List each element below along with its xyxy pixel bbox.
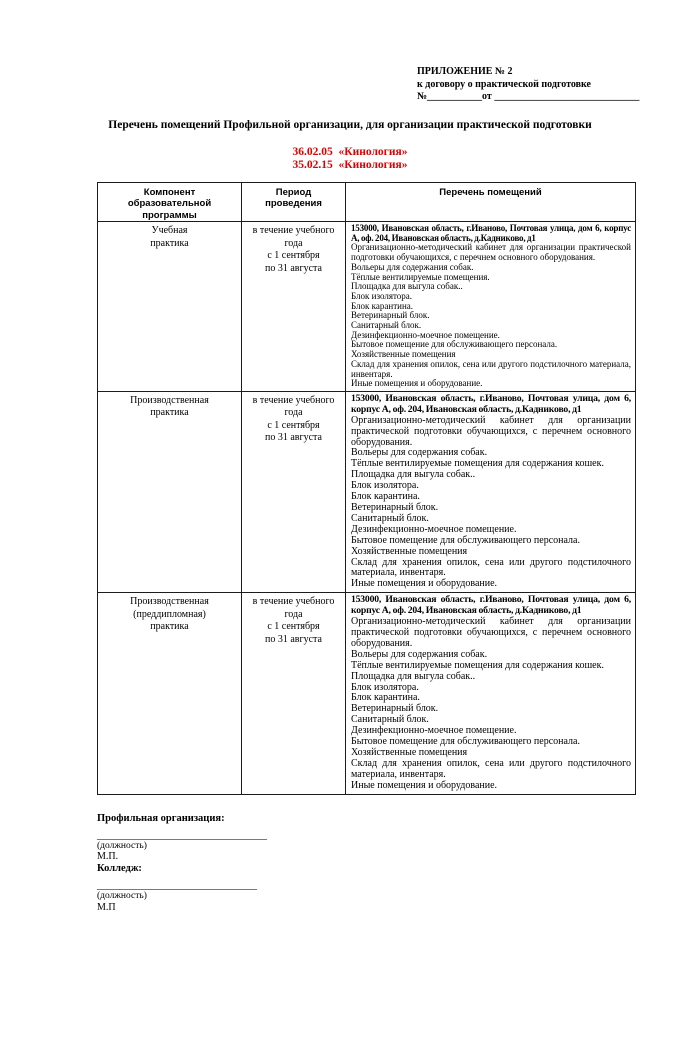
premises-item: Блок карантина. (351, 491, 420, 503)
premises-item: Дезинфекционно-моечное помещение. (351, 329, 500, 340)
header-component: Компонент образовательной программы (98, 182, 242, 222)
appendix-number-line: №___________от _____________________________ (417, 91, 640, 102)
college-position-label: (должность) (97, 891, 147, 902)
table-row (98, 222, 636, 392)
period-line: по 31 августа (265, 432, 322, 444)
premises-item: Санитарный блок. (351, 320, 422, 331)
premises-item: Блок изолятора. (351, 480, 419, 492)
premises-item: Бытовое помещение для обслуживающего персонала. (351, 339, 558, 350)
period-cell (242, 222, 346, 392)
premises-item: Склад для хранения опилок, сена или другого подстилочного материала, инвентаря. (351, 556, 631, 579)
premises-table (97, 182, 636, 795)
premises-item: Хозяйственные помещения (351, 545, 468, 557)
college-label: Колледж: (97, 863, 142, 875)
program-codes (0, 146, 700, 172)
premises-item: Ветеринарный блок. (351, 310, 430, 321)
premises-item: Блок карантина. (351, 300, 414, 311)
premises-cell (346, 222, 636, 392)
premises-item: Вольеры для содержания собак. (351, 447, 488, 459)
appendix-block (417, 66, 680, 104)
premises-address: 153000, Ивановская область, г.Иваново, Почтовая улица, дом 6, корпус А, оф. 204, Ивановская область, д.Кадниково, д1 (351, 594, 631, 617)
component-line: практика (150, 407, 189, 419)
component-cell (98, 593, 242, 794)
premises-cell (346, 593, 636, 794)
premises-item: Площадка для выгула собак.. (351, 281, 463, 292)
header-period: Период проведения (242, 182, 346, 222)
period-line: в течение учебного года (252, 225, 335, 249)
premises-item: Блок изолятора. (351, 290, 413, 301)
premises-item: Санитарный блок. (351, 512, 429, 524)
profile-org-signature-line: __________________________________ (97, 829, 267, 841)
premises-item: Тёплые вентилируемые помещения для содержания кошек. (351, 659, 604, 671)
table-row (98, 593, 636, 794)
premises-item: Хозяйственные помещения (351, 349, 456, 360)
premises-item: Площадка для выгула собак.. (351, 670, 476, 682)
profile-org-seal-label: М.П. (97, 851, 119, 863)
premises-item: Тёплые вентилируемые помещения для содержания кошек. (351, 458, 604, 470)
premises-item: Иные помещения и оборудование. (351, 578, 498, 590)
component-cell (98, 391, 242, 592)
program-code-1: 36.02.05 «Кинология» (292, 145, 408, 158)
premises-cell (346, 391, 636, 592)
premises-item: Ветеринарный блок. (351, 703, 439, 715)
component-line: практика (150, 237, 189, 249)
premises-item: Организационно-методический кабинет для организации практической подготовки обучающихся, с перечнем основного оборудования. (351, 242, 631, 263)
table-header-row (98, 182, 636, 222)
period-cell (242, 391, 346, 592)
period-line: в течение учебного года (252, 596, 335, 620)
premises-item: Тёплые вентилируемые помещения. (351, 271, 490, 282)
premises-item: Блок карантина. (351, 692, 420, 704)
period-line: по 31 августа (265, 262, 322, 274)
premises-item: Организационно-методический кабинет для организации практической подготовки обучающихся, с перечнем основного оборудования. (351, 616, 631, 649)
table-row (98, 391, 636, 592)
document-page (0, 66, 700, 1056)
profile-org-position-label: (должность) (97, 840, 147, 851)
premises-item: Санитарный блок. (351, 714, 429, 726)
premises-item: Площадка для выгула собак.. (351, 469, 476, 481)
component-line: (преддипломная) (133, 608, 206, 620)
premises-item: Иные помещения и оборудование. (351, 779, 498, 791)
component-cell (98, 222, 242, 392)
period-cell (242, 593, 346, 794)
period-line: в течение учебного года (252, 394, 335, 419)
premises-item: Бытовое помещение для обслуживающего персонала. (351, 534, 580, 546)
profile-org-label: Профильная организация: (97, 812, 225, 824)
header-premises: Перечень помещений (346, 182, 636, 222)
premises-item: Ветеринарный блок. (351, 502, 439, 514)
premises-item: Организационно-методический кабинет для организации практической подготовки обучающихся, с перечнем основного оборудования. (351, 414, 631, 448)
premises-item: Склад для хранения опилок, сена или другого подстилочного материала, инвентаря. (351, 358, 631, 379)
period-line: по 31 августа (265, 633, 322, 645)
component-line: практика (150, 621, 189, 633)
premises-item: Вольеры для содержания собак. (351, 648, 488, 660)
premises-item: Бытовое помещение для обслуживающего персонала. (351, 736, 580, 748)
program-code-2: 35.02.15 «Кинология» (292, 158, 408, 171)
premises-address: 153000, Ивановская область, г.Иваново, Почтовая улица, дом 6, корпус А, оф. 204, Ивановская область, д.Кадниково, д1 (351, 392, 631, 415)
document-title: Перечень помещений Профильной организации, для организации практической подготовки (108, 118, 592, 131)
premises-item: Дезинфекционно-моечное помещение. (351, 725, 517, 737)
premises-item: Хозяйственные помещения (351, 746, 468, 758)
component-line: Производственная (130, 596, 209, 608)
period-line: с 1 сентября (267, 419, 320, 431)
premises-address: 153000, Ивановская область, г.Иваново, Почтовая улица, дом 6, корпус А, оф. 204, Ивановская область, д.Кадниково, д1 (351, 223, 631, 243)
premises-item: Иные помещения и оборудование. (351, 378, 483, 389)
component-line: Производственная (130, 394, 209, 406)
premises-item: Дезинфекционно-моечное помещение. (351, 523, 517, 535)
period-line: с 1 сентября (267, 621, 320, 633)
premises-item: Вольеры для содержания собак. (351, 261, 474, 272)
premises-item: Блок изолятора. (351, 681, 419, 693)
premises-item: Склад для хранения опилок, сена или другого подстилочного материала, инвентаря. (351, 757, 631, 780)
component-line: Учебная (151, 225, 188, 236)
appendix-title: ПРИЛОЖЕНИЕ № 2 (417, 66, 513, 77)
college-seal-label: М.П (97, 901, 116, 913)
signature-block (97, 813, 700, 913)
period-line: с 1 сентября (267, 250, 320, 261)
appendix-subtitle: к договору о практической подготовке (417, 78, 591, 90)
college-signature-line: ________________________________ (97, 880, 257, 892)
